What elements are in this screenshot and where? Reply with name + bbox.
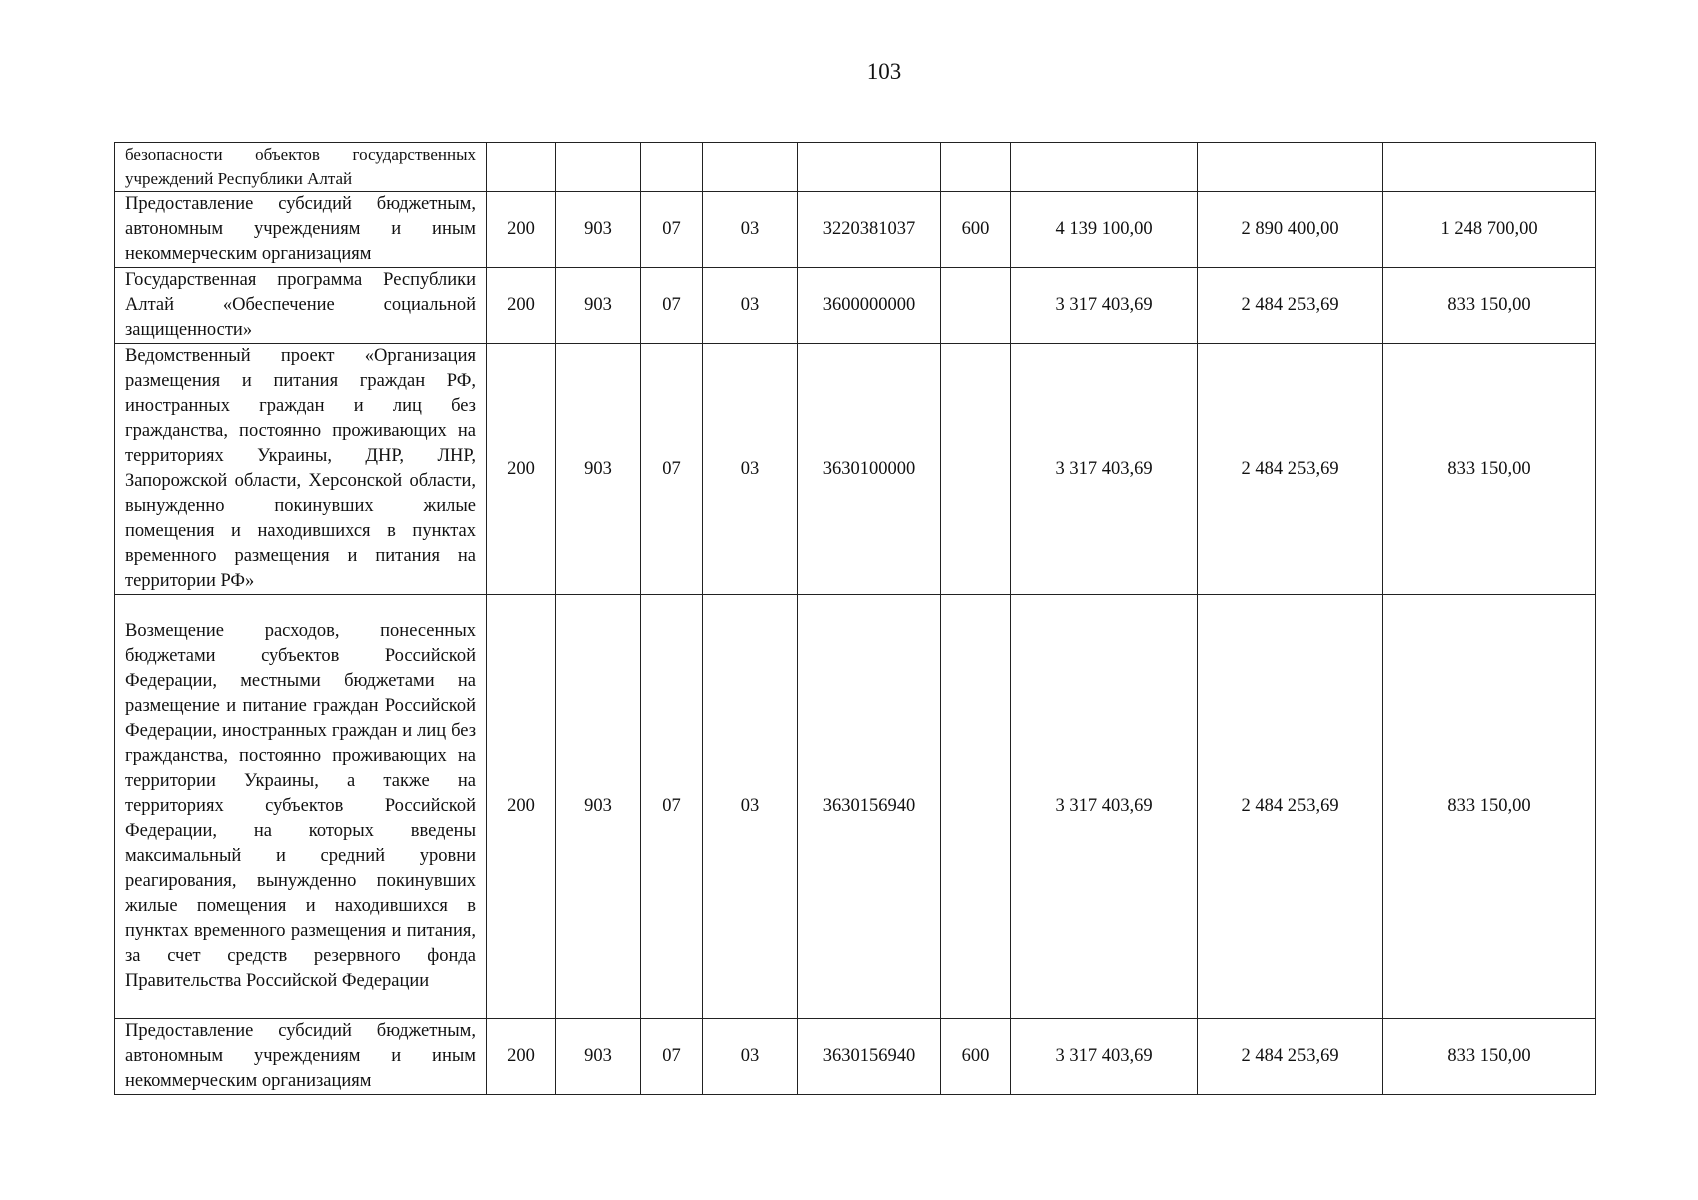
- cell-col1: 200: [487, 192, 556, 268]
- cell-col7: [1011, 143, 1198, 192]
- cell-col6: [941, 268, 1011, 344]
- cell-col6: 600: [941, 192, 1011, 268]
- cell-col1: 200: [487, 344, 556, 595]
- cell-col8: [1198, 143, 1383, 192]
- cell-col1: 200: [487, 1019, 556, 1095]
- cell-col3: 07: [641, 1019, 703, 1095]
- row-description: Возмещение расходов, понесенных бюджетами субъектов Российской Федерации, местными бюджетами на размещение и питание граждан Российской Федерации, иностранных граждан и лиц без гражданства, постоянно проживающих на территории Украины, а также на территориях субъектов Российской Федерации, на которых введены максимальный и средний уровни реагирования, вынужденно покинувших жилые помещения и находившихся в пунктах временного размещения и питания, за счет средств резервного фонда Правительства Российской Федерации: [115, 595, 487, 1019]
- table-row: [115, 344, 1596, 595]
- row-description: безопасности объектов государственных учреждений Республики Алтай: [115, 143, 487, 192]
- cell-col6: 600: [941, 1019, 1011, 1095]
- cell-col8: 2 484 253,69: [1198, 595, 1383, 1019]
- cell-col7: 3 317 403,69: [1011, 268, 1198, 344]
- cell-col2: 903: [556, 1019, 641, 1095]
- cell-col6: [941, 595, 1011, 1019]
- cell-col8: 2 484 253,69: [1198, 1019, 1383, 1095]
- cell-col4: 03: [703, 595, 798, 1019]
- cell-col5: 3630156940: [798, 595, 941, 1019]
- cell-col2: 903: [556, 344, 641, 595]
- cell-col6: [941, 143, 1011, 192]
- cell-col4: 03: [703, 344, 798, 595]
- cell-col9: 1 248 700,00: [1383, 192, 1596, 268]
- cell-col7: 4 139 100,00: [1011, 192, 1198, 268]
- row-description: Государственная программа Республики Алтай «Обеспечение социальной защищенности»: [115, 268, 487, 344]
- cell-col3: 07: [641, 344, 703, 595]
- cell-col5: [798, 143, 941, 192]
- cell-col9: 833 150,00: [1383, 268, 1596, 344]
- cell-col9: [1383, 143, 1596, 192]
- cell-col5: 3630156940: [798, 1019, 941, 1095]
- cell-col8: 2 890 400,00: [1198, 192, 1383, 268]
- cell-col9: 833 150,00: [1383, 344, 1596, 595]
- cell-col4: 03: [703, 1019, 798, 1095]
- cell-col4: 03: [703, 192, 798, 268]
- cell-col8: 2 484 253,69: [1198, 344, 1383, 595]
- page-number: 103: [866, 59, 902, 84]
- cell-col2: [556, 143, 641, 192]
- cell-col3: 07: [641, 595, 703, 1019]
- cell-col6: [941, 344, 1011, 595]
- table-row: [115, 192, 1596, 268]
- cell-col5: 3600000000: [798, 268, 941, 344]
- cell-col7: 3 317 403,69: [1011, 595, 1198, 1019]
- cell-col2: 903: [556, 268, 641, 344]
- budget-table: [114, 142, 1596, 1095]
- cell-col9: 833 150,00: [1383, 1019, 1596, 1095]
- cell-col2: 903: [556, 192, 641, 268]
- cell-col3: 07: [641, 192, 703, 268]
- cell-col1: 200: [487, 268, 556, 344]
- cell-col1: 200: [487, 595, 556, 1019]
- row-description: Предоставление субсидий бюджетным, автономным учреждениям и иным некоммерческим организациям: [115, 192, 487, 268]
- cell-col9: 833 150,00: [1383, 595, 1596, 1019]
- row-description: Ведомственный проект «Организация размещения и питания граждан РФ, иностранных граждан и лиц без гражданства, постоянно проживающих на территориях Украины, ДНР, ЛНР, Запорожской области, Херсонской области, вынужденно покинувших жилые помещения и находившихся в пунктах временного размещения и питания на территории РФ»: [115, 344, 487, 595]
- cell-col5: 3220381037: [798, 192, 941, 268]
- row-description: Предоставление субсидий бюджетным, автономным учреждениям и иным некоммерческим организациям: [115, 1019, 487, 1095]
- cell-col4: [703, 143, 798, 192]
- cell-col4: 03: [703, 268, 798, 344]
- cell-col3: [641, 143, 703, 192]
- table-row: [115, 143, 1596, 192]
- cell-col7: 3 317 403,69: [1011, 344, 1198, 595]
- cell-col3: 07: [641, 268, 703, 344]
- cell-col1: [487, 143, 556, 192]
- table-row: [115, 595, 1596, 1019]
- cell-col7: 3 317 403,69: [1011, 1019, 1198, 1095]
- cell-col8: 2 484 253,69: [1198, 268, 1383, 344]
- cell-col2: 903: [556, 595, 641, 1019]
- table-row: [115, 1019, 1596, 1095]
- cell-col5: 3630100000: [798, 344, 941, 595]
- table-row: [115, 268, 1596, 344]
